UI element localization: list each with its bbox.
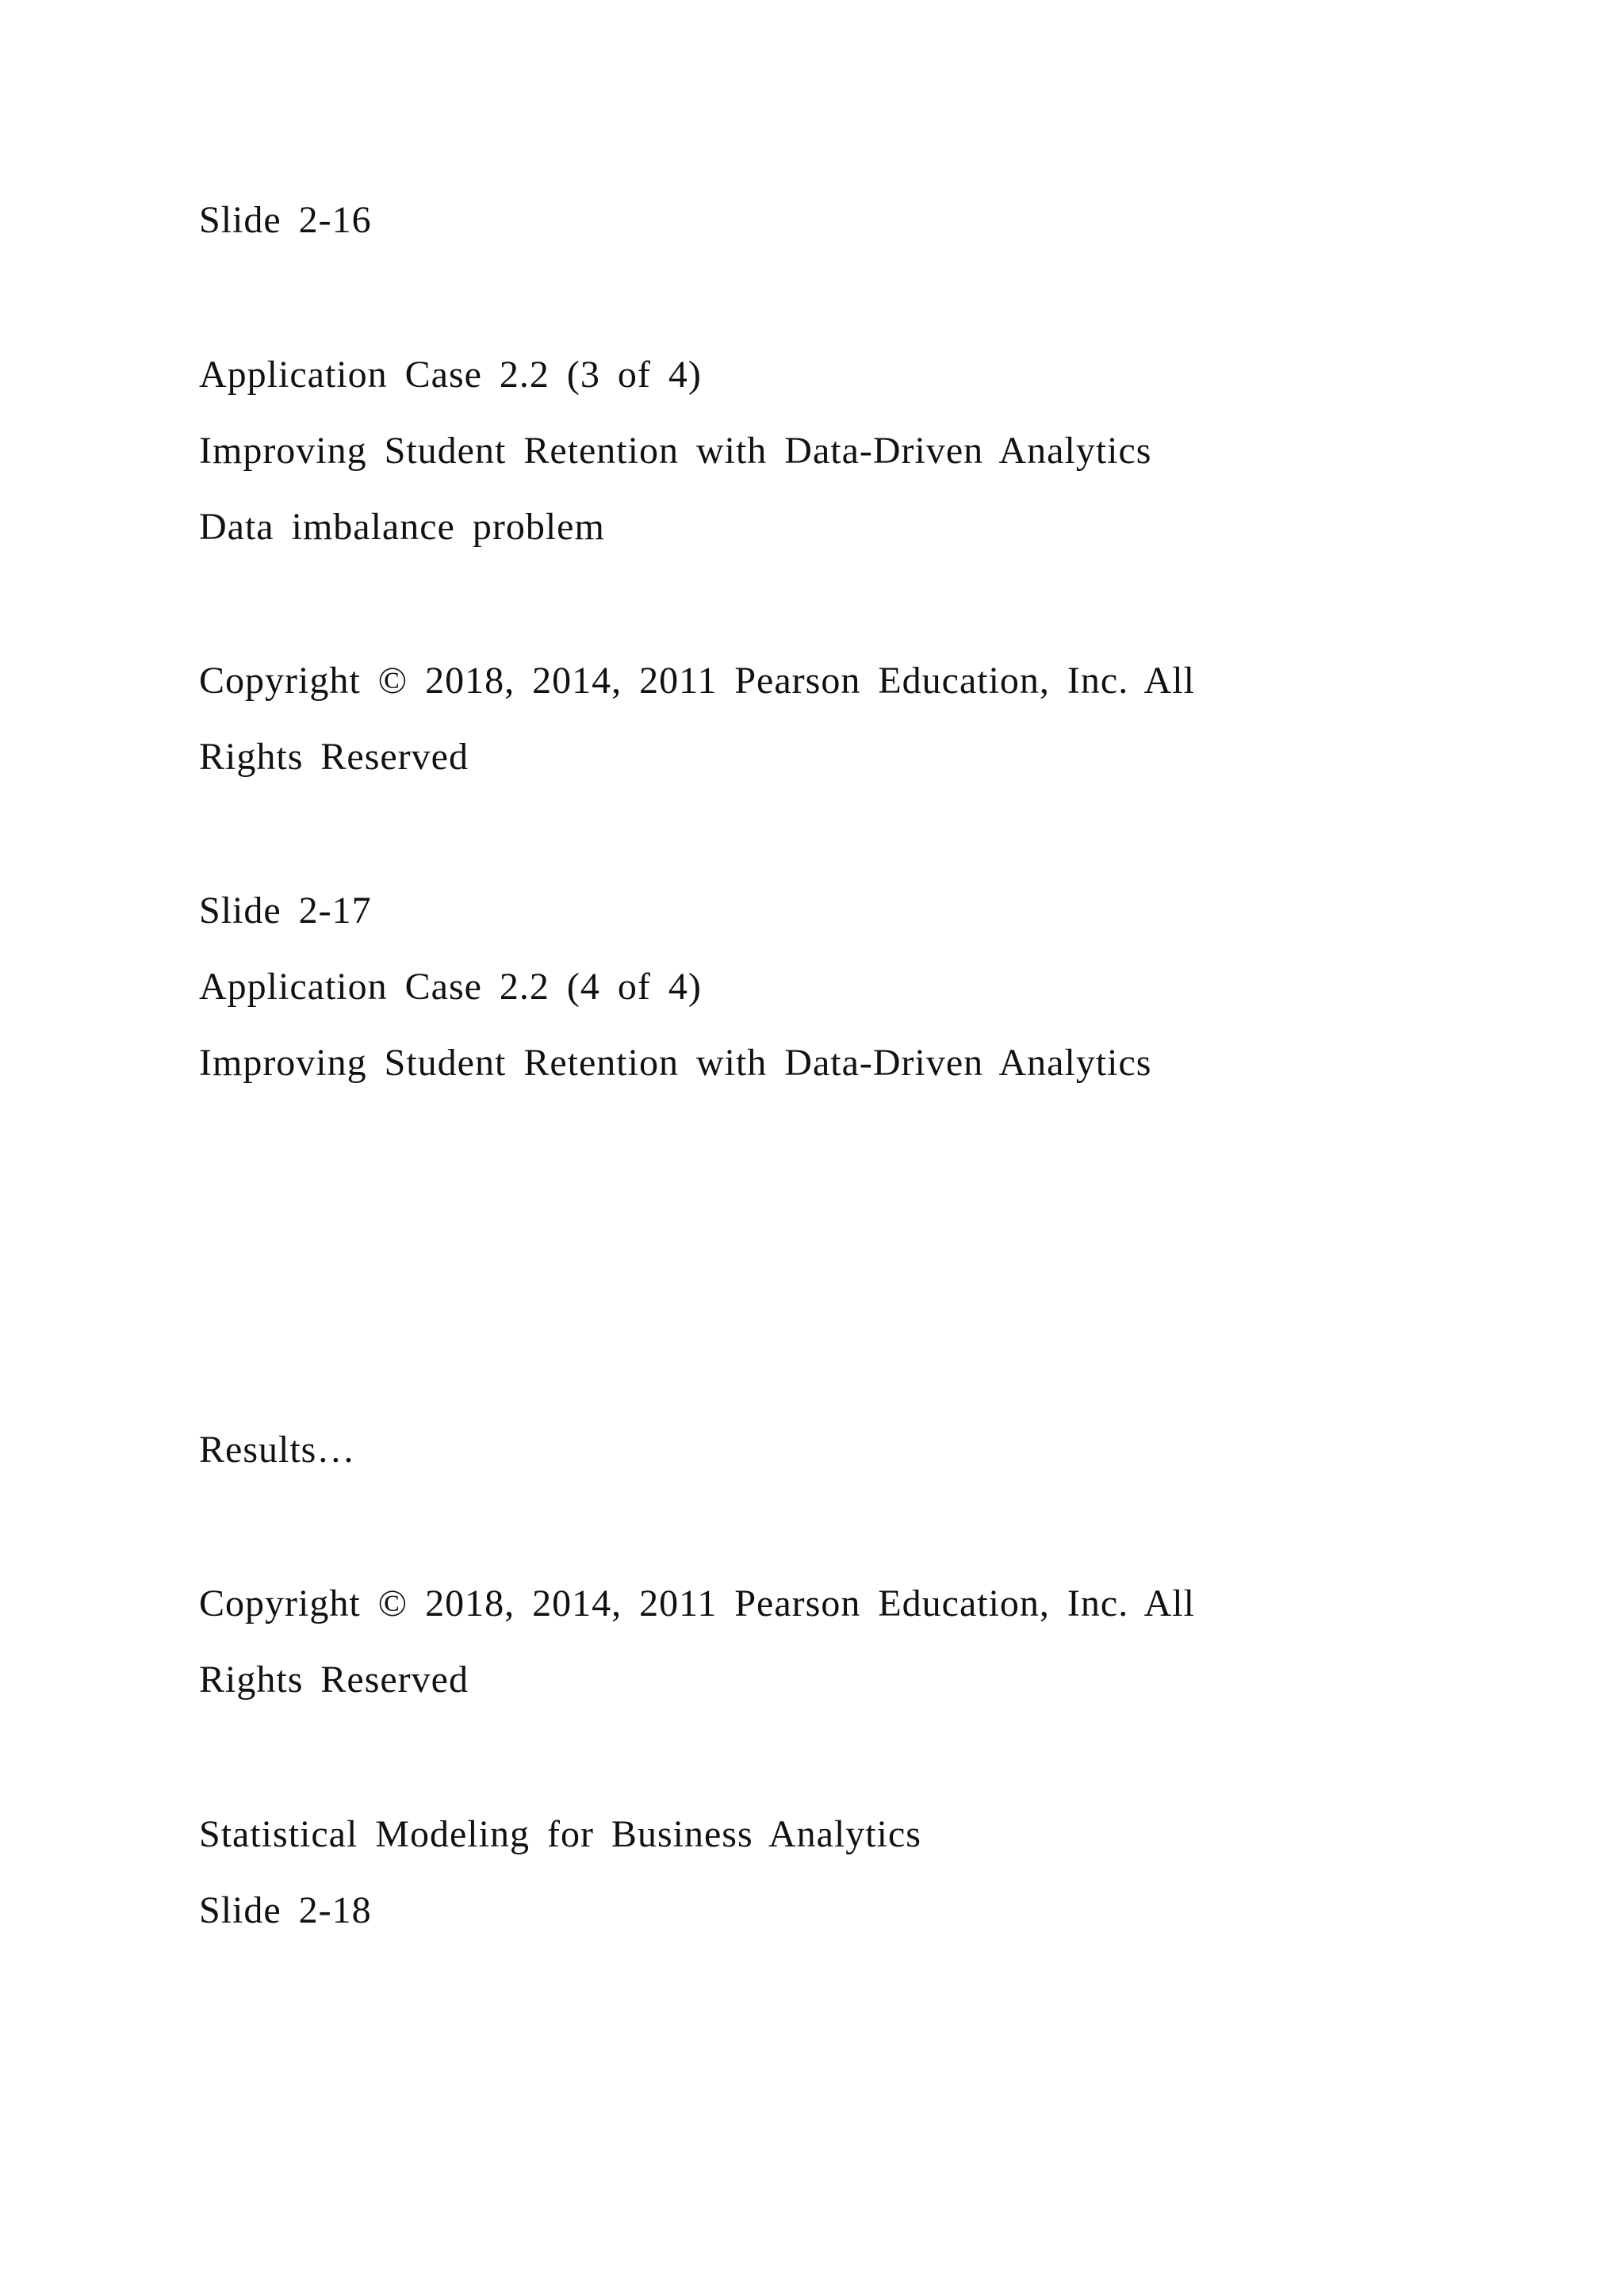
results-text: Results… bbox=[199, 1429, 356, 1471]
copyright-continuation: Rights Reserved bbox=[199, 736, 469, 778]
copyright-line: Copyright © 2018, 2014, 2011 Pearson Education, Inc. All bbox=[199, 660, 1195, 702]
case-subtitle: Improving Student Retention with Data-Driven Analytics bbox=[199, 430, 1152, 472]
case-title: Application Case 2.2 (4 of 4) bbox=[199, 966, 702, 1008]
case-title: Application Case 2.2 (3 of 4) bbox=[199, 354, 702, 396]
case-subtitle: Improving Student Retention with Data-Driven Analytics bbox=[199, 1042, 1152, 1084]
slide-label: Slide 2-16 bbox=[199, 199, 372, 241]
slide-label: Slide 2-17 bbox=[199, 890, 372, 932]
bullet-text: Data imbalance problem bbox=[199, 506, 605, 548]
copyright-line: Copyright © 2018, 2014, 2011 Pearson Education, Inc. All bbox=[199, 1582, 1195, 1624]
copyright-continuation: Rights Reserved bbox=[199, 1659, 469, 1701]
section-title: Statistical Modeling for Business Analytics bbox=[199, 1813, 921, 1855]
slide-label: Slide 2-18 bbox=[199, 1889, 372, 1931]
